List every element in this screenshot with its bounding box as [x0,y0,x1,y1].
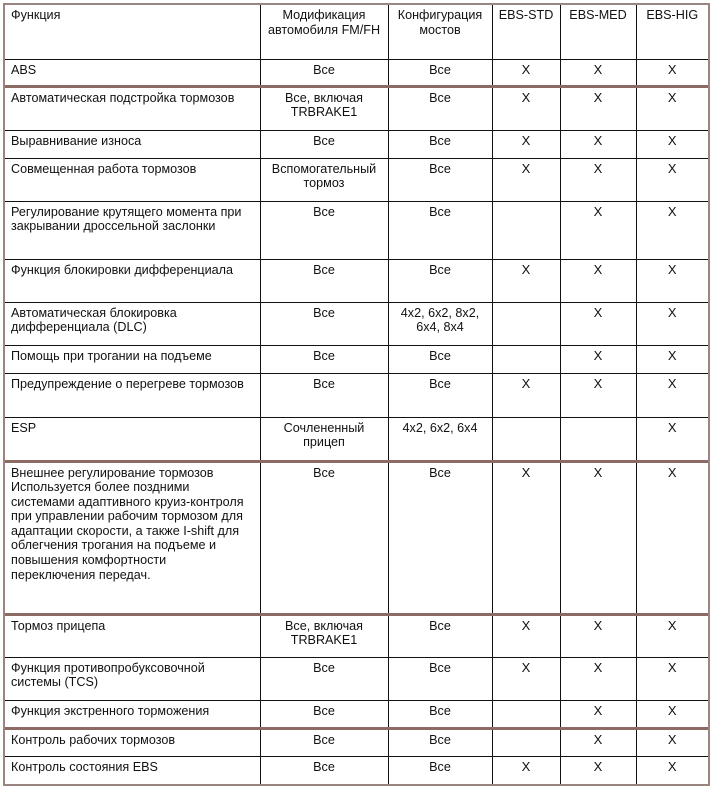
cell-vehicle-modification: Все, включая TRBRAKE1 [260,86,388,130]
cell-function: Выравнивание износа [5,130,260,158]
cell-ebs-std: X [492,86,560,130]
cell-ebs-hig: X [636,461,708,614]
cell-axle-configuration: Все [388,614,492,657]
table-row [5,728,708,756]
cell-function: Помощь при трогании на подъеме [5,345,260,373]
cell-ebs-std: X [492,373,560,417]
cell-ebs-std: X [492,158,560,201]
cell-function: ESP [5,417,260,461]
cell-ebs-hig: X [636,756,708,784]
cell-function: Тормоз прицепа [5,614,260,657]
cell-ebs-hig: X [636,700,708,728]
cell-axle-configuration: Все [388,59,492,86]
table-row [5,201,708,259]
table-row [5,130,708,158]
cell-axle-configuration: Все [388,259,492,302]
table-row [5,417,708,461]
cell-vehicle-modification: Все [260,201,388,259]
table-row [5,756,708,784]
header-ebs-med: EBS-MED [560,5,636,59]
cell-vehicle-modification: Все [260,373,388,417]
cell-ebs-hig: X [636,86,708,130]
ebs-function-table-container [3,3,710,786]
cell-vehicle-modification: Все [260,345,388,373]
table-row [5,259,708,302]
cell-function: Внешнее регулирование тормозов Используется более поздними системами адаптивного круиз-контроля при управлении рабочим тормозом для адаптации скорости, а также I-shift для облегчения трогания на подъеме и повышения комфортности переключения передач. [5,461,260,614]
cell-axle-configuration: 4x2, 6x2, 8x2, 6x4, 8x4 [388,302,492,345]
cell-ebs-med: X [560,158,636,201]
cell-ebs-std: X [492,614,560,657]
cell-function: Автоматическая подстройка тормозов [5,86,260,130]
cell-vehicle-modification: Все [260,130,388,158]
header-ebs-std: EBS-STD [492,5,560,59]
cell-axle-configuration: Все [388,461,492,614]
cell-ebs-hig: X [636,302,708,345]
cell-axle-configuration: Все [388,756,492,784]
cell-ebs-med: X [560,345,636,373]
table-row [5,614,708,657]
cell-ebs-hig: X [636,373,708,417]
table-row [5,657,708,700]
cell-ebs-std: X [492,130,560,158]
cell-vehicle-modification: Все [260,657,388,700]
header-ebs-hig: EBS-HIG [636,5,708,59]
cell-ebs-med: X [560,201,636,259]
table-row [5,302,708,345]
cell-axle-configuration: Все [388,86,492,130]
table-header-row [5,5,708,59]
cell-function: Контроль рабочих тормозов [5,728,260,756]
table-row [5,373,708,417]
cell-ebs-hig: X [636,417,708,461]
cell-ebs-std: X [492,259,560,302]
cell-ebs-hig: X [636,345,708,373]
cell-ebs-hig: X [636,259,708,302]
cell-ebs-std [492,302,560,345]
cell-vehicle-modification: Все [260,461,388,614]
cell-function: Регулирование крутящего момента при закрывании дроссельной заслонки [5,201,260,259]
cell-ebs-med [560,417,636,461]
cell-axle-configuration: Все [388,657,492,700]
cell-ebs-std: X [492,756,560,784]
cell-vehicle-modification: Все [260,728,388,756]
cell-ebs-hig: X [636,130,708,158]
cell-ebs-med: X [560,461,636,614]
cell-ebs-std: X [492,657,560,700]
cell-ebs-std: X [492,461,560,614]
cell-ebs-hig: X [636,657,708,700]
cell-ebs-med: X [560,657,636,700]
cell-vehicle-modification: Все [260,700,388,728]
cell-axle-configuration: Все [388,130,492,158]
cell-function: Предупреждение о перегреве тормозов [5,373,260,417]
cell-ebs-hig: X [636,158,708,201]
cell-ebs-std [492,700,560,728]
cell-ebs-med: X [560,86,636,130]
cell-function: Контроль состояния EBS [5,756,260,784]
cell-vehicle-modification: Все [260,302,388,345]
cell-function: Автоматическая блокировка дифференциала (DLC) [5,302,260,345]
cell-ebs-med: X [560,614,636,657]
cell-axle-configuration: Все [388,345,492,373]
cell-ebs-med: X [560,259,636,302]
cell-ebs-hig: X [636,59,708,86]
cell-ebs-std [492,728,560,756]
cell-axle-configuration: Все [388,728,492,756]
table-row [5,345,708,373]
cell-ebs-med: X [560,130,636,158]
cell-ebs-std [492,201,560,259]
cell-ebs-med: X [560,302,636,345]
cell-function: Функция противопробуксовочной системы (TCS) [5,657,260,700]
cell-ebs-std [492,417,560,461]
cell-vehicle-modification: Все [260,59,388,86]
table-row [5,461,708,614]
table-row [5,59,708,86]
header-vehicle-modification: Модификация автомобиля FM/FH [260,5,388,59]
table-row [5,158,708,201]
cell-vehicle-modification: Все, включая TRBRAKE1 [260,614,388,657]
cell-ebs-med: X [560,728,636,756]
header-function: Функция [5,5,260,59]
cell-ebs-med: X [560,756,636,784]
cell-function: Функция экстренного торможения [5,700,260,728]
cell-axle-configuration: Все [388,700,492,728]
cell-vehicle-modification: Все [260,259,388,302]
cell-vehicle-modification: Вспомогательный тормоз [260,158,388,201]
cell-ebs-std [492,345,560,373]
cell-function: Функция блокировки дифференциала [5,259,260,302]
cell-ebs-med: X [560,373,636,417]
cell-vehicle-modification: Все [260,756,388,784]
ebs-function-table [5,5,708,784]
cell-axle-configuration: Все [388,373,492,417]
cell-vehicle-modification: Сочлененный прицеп [260,417,388,461]
table-row [5,700,708,728]
cell-ebs-hig: X [636,728,708,756]
cell-function: ABS [5,59,260,86]
cell-ebs-std: X [492,59,560,86]
cell-axle-configuration: Все [388,201,492,259]
cell-axle-configuration: 4x2, 6x2, 6x4 [388,417,492,461]
header-axle-configuration: Конфигурация мостов [388,5,492,59]
cell-ebs-med: X [560,59,636,86]
cell-axle-configuration: Все [388,158,492,201]
cell-ebs-hig: X [636,201,708,259]
cell-function: Совмещенная работа тормозов [5,158,260,201]
cell-ebs-hig: X [636,614,708,657]
table-row [5,86,708,130]
cell-ebs-med: X [560,700,636,728]
